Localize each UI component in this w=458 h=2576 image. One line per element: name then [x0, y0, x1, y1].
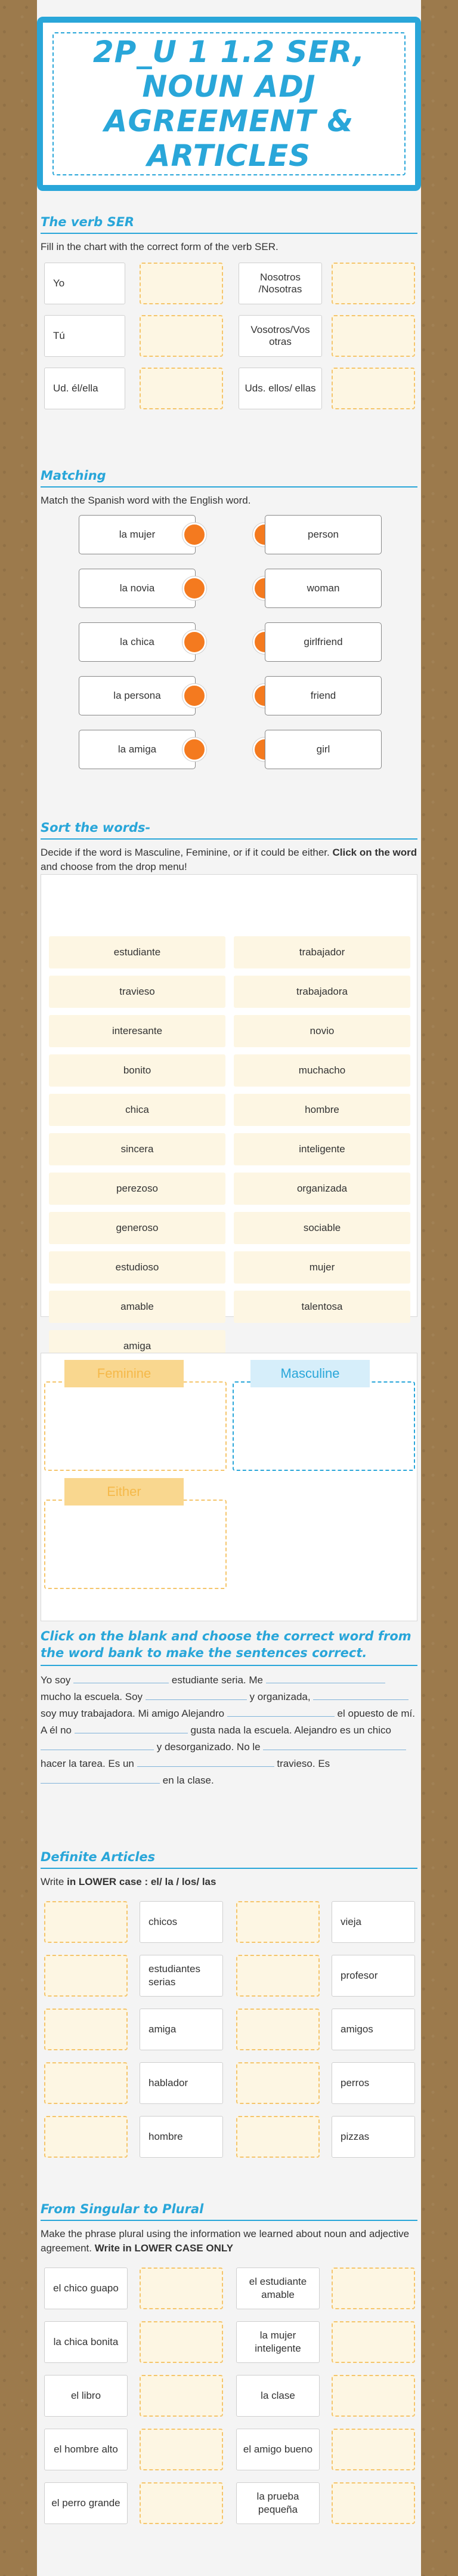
ser-pronoun: Vosotros/Vos otras [239, 315, 322, 357]
sort-word[interactable]: trabajadora [234, 976, 410, 1008]
article-noun: hablador [140, 2062, 223, 2104]
sort-word[interactable]: estudiante [49, 936, 225, 968]
category-label-feminine: Feminine [64, 1360, 184, 1387]
match-english-item[interactable]: friend [265, 676, 382, 715]
ser-answer-drop[interactable] [140, 263, 223, 304]
article-answer-drop[interactable] [44, 2009, 128, 2050]
cloze-text: travieso. Es [277, 1758, 330, 1769]
article-noun: amiga [140, 2009, 223, 2050]
cloze-text: estudiante seria. Me [171, 1674, 263, 1686]
page-title: 2P_U 1 1.2 SER, NOUN ADJ AGREEMENT & ARTICLES [92, 35, 366, 173]
instruction-part: and choose from the drop menu! [41, 861, 187, 872]
singular-phrase: el perro grande [44, 2482, 128, 2524]
ser-pronoun: Yo [44, 263, 125, 304]
cloze-blank[interactable] [137, 1756, 274, 1767]
category-label-either: Either [64, 1478, 184, 1506]
cloze-blank[interactable] [313, 1689, 409, 1700]
article-noun: amigos [332, 2009, 415, 2050]
plural-answer-drop[interactable] [140, 2482, 223, 2524]
section-title: Sort the words- [41, 820, 417, 840]
article-answer-drop[interactable] [236, 1901, 320, 1943]
plural-answer-drop[interactable] [332, 2268, 415, 2309]
sort-word[interactable]: novio [234, 1015, 410, 1047]
plural-answer-drop[interactable] [140, 2375, 223, 2417]
match-spanish-item[interactable]: la novia [79, 569, 196, 608]
instruction-part: Make the phrase plural using the information we learned about noun and adjective agreement. [41, 2228, 410, 2254]
plural-answer-drop[interactable] [332, 2321, 415, 2363]
match-connector-dot[interactable] [182, 576, 206, 600]
match-connector-dot[interactable] [182, 523, 206, 547]
ser-pronoun: Nosotros /Nosotras [239, 263, 322, 304]
cloze-section [41, 1628, 417, 1789]
plural-answer-drop[interactable] [140, 2321, 223, 2363]
ser-answer-drop[interactable] [332, 263, 415, 304]
sort-word[interactable]: perezoso [49, 1173, 225, 1205]
singular-phrase: el hombre alto [44, 2429, 128, 2470]
article-answer-drop[interactable] [236, 2062, 320, 2104]
plural-answer-drop[interactable] [332, 2482, 415, 2524]
cloze-blank[interactable] [73, 1673, 169, 1683]
instruction [41, 1875, 417, 1889]
sort-word[interactable]: amable [49, 1291, 225, 1323]
cloze-blank[interactable] [75, 1723, 188, 1733]
article-answer-drop[interactable] [236, 1955, 320, 1997]
ser-pronoun: Uds. ellos/ ellas [239, 368, 322, 409]
cloze-text: hacer la tarea. Es un [41, 1758, 134, 1769]
section-title: Click on the blank and choose the correct word from the word bank to make the sentences correct. [41, 1628, 417, 1666]
sort-word[interactable]: organizada [234, 1173, 410, 1205]
article-answer-drop[interactable] [236, 2116, 320, 2158]
instruction-emphasis: in LOWER case : el/ la / los/ las [67, 1876, 216, 1887]
match-english-item[interactable]: person [265, 515, 382, 554]
match-english-item[interactable]: girlfriend [265, 622, 382, 662]
instruction [41, 846, 417, 874]
cloze-blank[interactable] [41, 1773, 160, 1784]
cloze-blank[interactable] [146, 1689, 247, 1700]
sort-word[interactable]: travieso [49, 976, 225, 1008]
ser-answer-drop[interactable] [332, 368, 415, 409]
sort-section [41, 820, 417, 1499]
instruction-part: Write [41, 1876, 64, 1887]
verb-ser-section [41, 215, 417, 433]
cloze-text: el opuesto de mí. A él no [41, 1708, 415, 1736]
match-connector-dot[interactable] [182, 630, 206, 654]
cloze-text: mucho la escuela. Soy [41, 1691, 143, 1702]
cloze-paragraph [41, 1672, 417, 1789]
category-drop-masculine[interactable] [233, 1381, 415, 1471]
match-connector-dot[interactable] [182, 738, 206, 761]
article-noun: pizzas [332, 2116, 415, 2158]
plural-answer-drop[interactable] [140, 2429, 223, 2470]
article-answer-drop[interactable] [44, 2116, 128, 2158]
sort-word[interactable]: muchacho [234, 1054, 410, 1087]
singular-phrase: la chica bonita [44, 2321, 128, 2363]
section-title: From Singular to Plural [41, 2202, 417, 2221]
match-connector-dot[interactable] [182, 684, 206, 708]
match-english-item[interactable]: girl [265, 730, 382, 769]
articles-section [41, 1850, 417, 2142]
plural-answer-drop[interactable] [140, 2268, 223, 2309]
ser-pronoun: Tú [44, 315, 125, 357]
cloze-text: y [249, 1691, 255, 1702]
instruction-emphasis: Click on the word [332, 847, 417, 858]
sort-word[interactable]: amiga [49, 1330, 225, 1362]
ser-pronoun: Ud. él/ella [44, 368, 125, 409]
sort-word[interactable]: inteligente [234, 1133, 410, 1165]
section-title: The verb SER [41, 215, 417, 234]
singular-phrase: la mujer inteligente [236, 2321, 320, 2363]
sort-word[interactable]: chica [49, 1094, 225, 1126]
article-noun: hombre [140, 2116, 223, 2158]
cloze-text: Alejandro [181, 1708, 225, 1719]
instruction-part: Decide if the word is Masculine, Feminine, or if it could be either. [41, 847, 330, 858]
matching-section [41, 468, 417, 782]
sort-word[interactable]: generoso [49, 1212, 225, 1244]
cloze-text: gusta nada la escuela. Alejandro es un chico [190, 1724, 391, 1736]
singular-phrase: el chico guapo [44, 2268, 128, 2309]
sort-word[interactable]: bonito [49, 1054, 225, 1087]
sort-word[interactable]: sincera [49, 1133, 225, 1165]
matching-board [41, 508, 417, 782]
sort-word[interactable]: mujer [234, 1251, 410, 1284]
singular-phrase: la prueba pequeña [236, 2482, 320, 2524]
cloze-blank[interactable] [227, 1706, 335, 1717]
article-noun: estudiantes serias [140, 1955, 223, 1997]
singular-phrase: el estudiante amable [236, 2268, 320, 2309]
singular-phrase: la clase [236, 2375, 320, 2417]
title-banner [37, 11, 421, 195]
match-english-item[interactable]: woman [265, 569, 382, 608]
singular-phrase: el amigo bueno [236, 2429, 320, 2470]
sort-word[interactable]: talentosa [234, 1291, 410, 1323]
article-answer-drop[interactable] [236, 2009, 320, 2050]
category-label-masculine: Masculine [250, 1360, 370, 1387]
article-noun: perros [332, 2062, 415, 2104]
section-title: Matching [41, 468, 417, 488]
article-noun: profesor [332, 1955, 415, 1997]
instruction [41, 2227, 417, 2256]
category-drop-feminine[interactable] [44, 1381, 227, 1471]
plural-answer-drop[interactable] [332, 2375, 415, 2417]
ser-answer-drop[interactable] [140, 315, 223, 357]
title-frame [37, 17, 421, 191]
cloze-blank[interactable] [41, 1739, 154, 1750]
article-answer-drop[interactable] [44, 1955, 128, 1997]
singular-phrase: el libro [44, 2375, 128, 2417]
article-noun: chicos [140, 1901, 223, 1943]
instruction: Match the Spanish word with the English word. [41, 495, 251, 506]
article-answer-drop[interactable] [44, 1901, 128, 1943]
ser-grid [41, 254, 417, 433]
match-spanish-item[interactable]: la mujer [79, 515, 196, 554]
cloze-text: y desorganizado. No le [156, 1741, 261, 1753]
cloze-text: en la clase. [162, 1775, 214, 1786]
cloze-text: soy muy trabajadora. Mi amigo [41, 1708, 180, 1719]
sort-word[interactable]: sociable [234, 1212, 410, 1244]
section-title: Definite Articles [41, 1850, 417, 1869]
match-spanish-item[interactable]: la chica [79, 622, 196, 662]
sort-word[interactable]: hombre [234, 1094, 410, 1126]
cloze-blank[interactable] [263, 1739, 406, 1750]
cloze-text: organizada, [257, 1691, 311, 1702]
article-noun: vieja [332, 1901, 415, 1943]
instruction-emphasis: Write in LOWER CASE ONLY [94, 2242, 234, 2254]
cloze-text: Yo soy [41, 1674, 71, 1686]
match-spanish-item[interactable]: la persona [79, 676, 196, 715]
plural-section [41, 2202, 417, 2515]
title-inner-frame [52, 32, 406, 175]
article-answer-drop[interactable] [44, 2062, 128, 2104]
ser-answer-drop[interactable] [332, 315, 415, 357]
sort-word[interactable]: trabajador [234, 936, 410, 968]
category-drop-either[interactable] [44, 1500, 227, 1589]
sort-word[interactable]: interesante [49, 1015, 225, 1047]
match-spanish-item[interactable]: la amiga [79, 730, 196, 769]
ser-answer-drop[interactable] [140, 368, 223, 409]
instruction: Fill in the chart with the correct form of the verb SER. [41, 241, 278, 252]
cloze-blank[interactable] [266, 1673, 385, 1683]
sort-word[interactable]: estudioso [49, 1251, 225, 1284]
plural-answer-drop[interactable] [332, 2429, 415, 2470]
